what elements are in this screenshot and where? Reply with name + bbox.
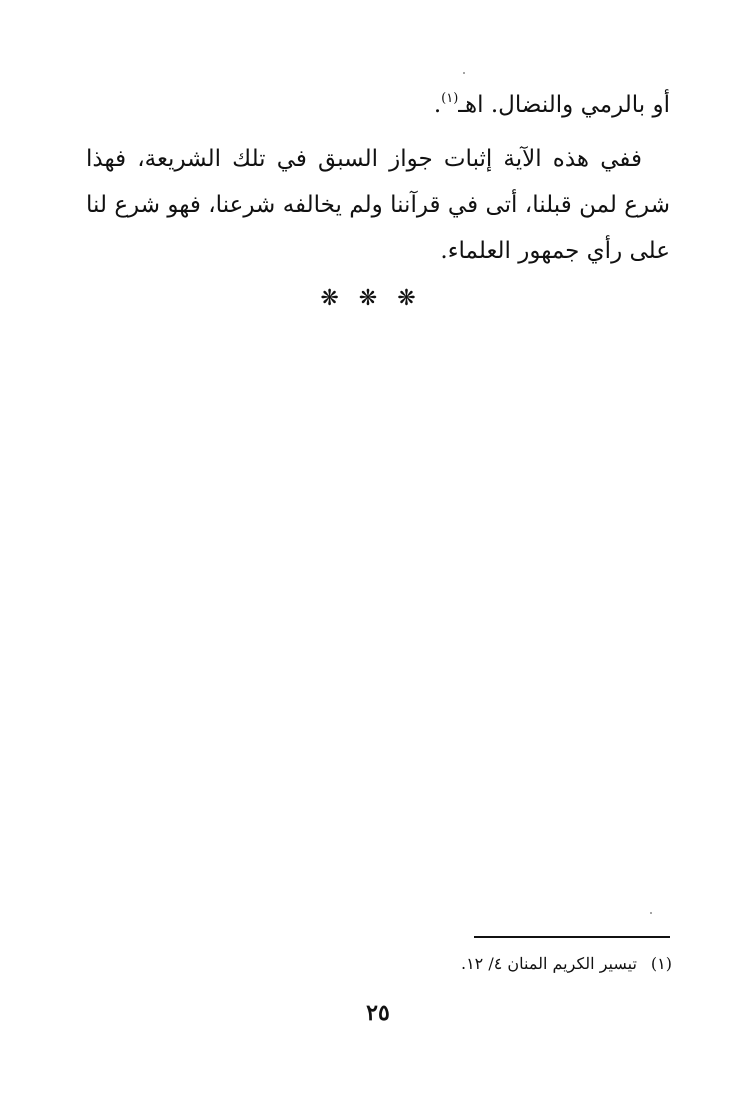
separator-star-icon: ❋ bbox=[358, 286, 398, 311]
footnote-text: تيسير الكريم المنان ٤/ ١٢. bbox=[460, 954, 637, 973]
separator-star-icon: ❋ bbox=[320, 286, 359, 311]
footnote-divider bbox=[474, 936, 670, 938]
footnote-number: (١) bbox=[650, 954, 672, 973]
scan-speck bbox=[463, 72, 465, 74]
quote-ending-text: أو بالرمي والنضال. اهـ bbox=[458, 92, 670, 118]
footnote bbox=[461, 954, 672, 973]
quote-ending-line bbox=[86, 82, 670, 128]
main-text bbox=[86, 82, 670, 274]
scan-speck bbox=[650, 912, 652, 914]
section-separator bbox=[0, 286, 756, 311]
separator-star-icon: ❋ bbox=[397, 286, 436, 311]
footnote-reference[interactable]: (١) bbox=[441, 91, 459, 106]
body-paragraph: ففي هذه الآية إثبات جواز السبق في تلك الشريعة، فهذا شرع لمن قبلنا، أتى في قرآننا ولم يخالفه شرعنا، فهو شرع لنا على رأي جمهور العلماء. bbox=[86, 146, 670, 264]
page-number: ٢٥ bbox=[366, 1000, 390, 1026]
quote-ending-punctuation: . bbox=[433, 92, 442, 118]
